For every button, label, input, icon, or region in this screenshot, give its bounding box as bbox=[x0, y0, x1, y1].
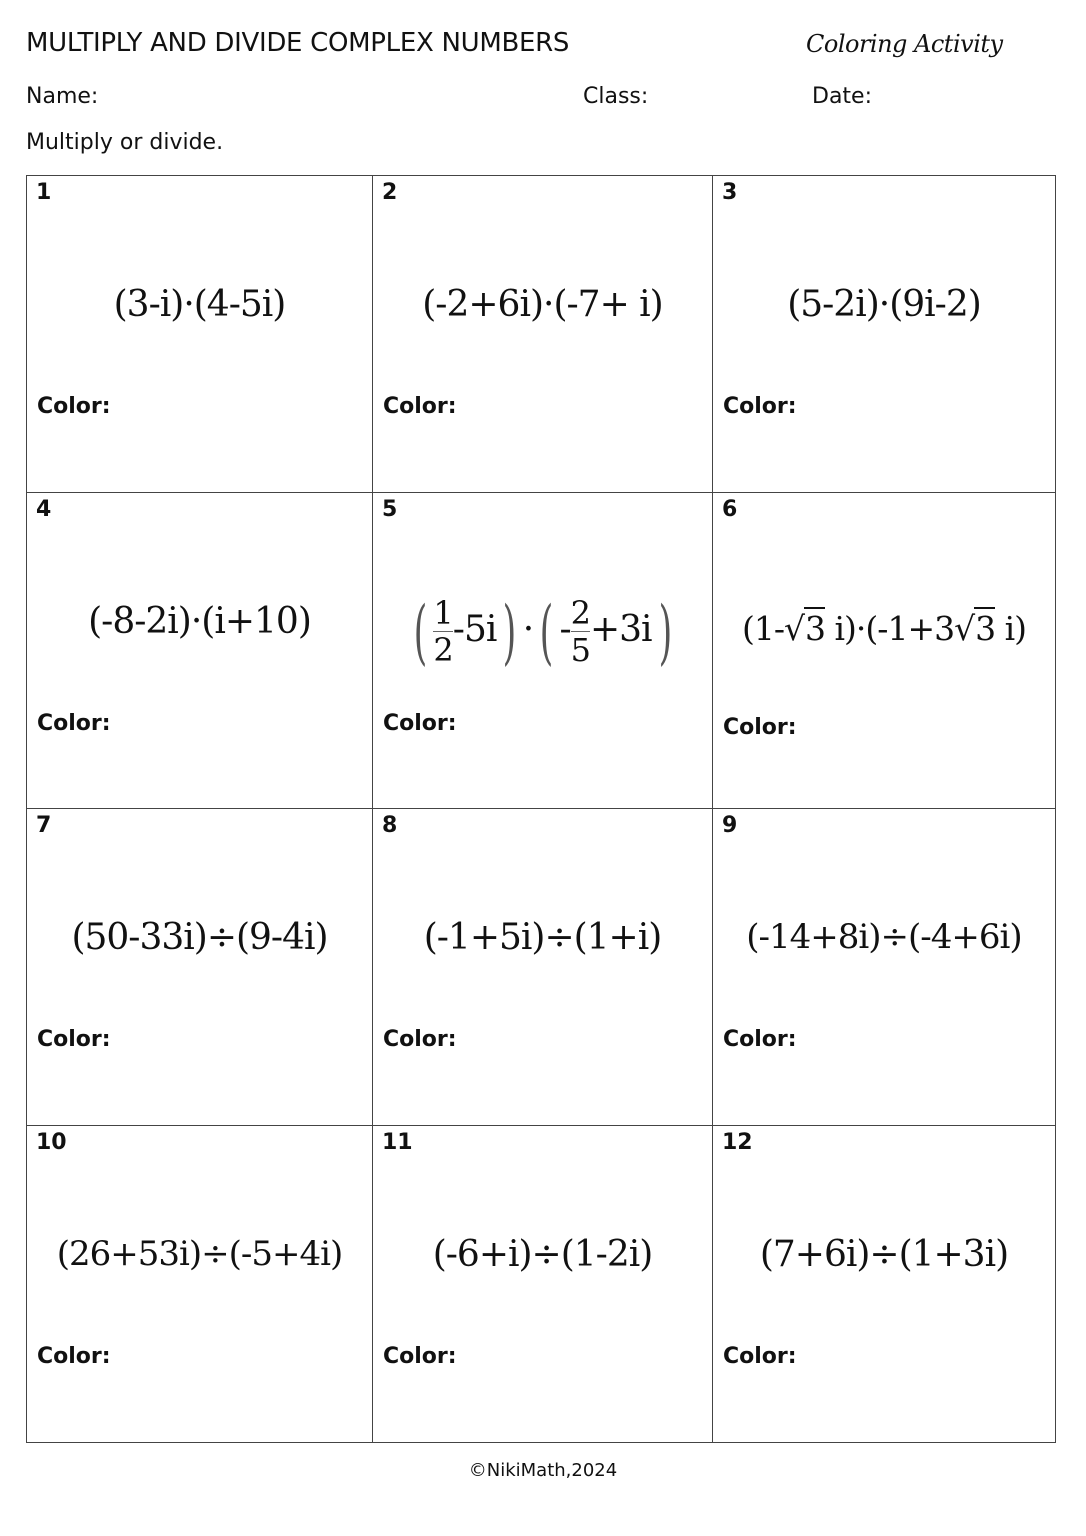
right-paren: ) bbox=[658, 590, 672, 673]
problem-cell bbox=[713, 809, 1055, 1126]
problem-number: 10 bbox=[36, 1129, 67, 1155]
problem-expression: (-8-2i)·(i+10) bbox=[88, 600, 311, 642]
numerator: 1 bbox=[433, 594, 453, 632]
problem-expression: (1-√3 i)·(-1+3√3 i) bbox=[741, 608, 1027, 648]
problem-expression: (7+6i)÷(1+3i) bbox=[759, 1233, 1009, 1275]
problem-number: 2 bbox=[382, 180, 398, 205]
class-field-label: Class: bbox=[583, 84, 649, 109]
color-label: Color: bbox=[723, 1343, 797, 1369]
activity-badge: Coloring Activity bbox=[806, 30, 1003, 58]
problem-expression: (-6+i)÷(1-2i) bbox=[432, 1233, 653, 1275]
problem-expression: (26+53i)÷(-5+4i) bbox=[56, 1233, 343, 1274]
problem-number: 12 bbox=[722, 1129, 753, 1155]
name-field-label: Name: bbox=[26, 84, 99, 109]
sign: - bbox=[559, 608, 571, 650]
multiply-dot: · bbox=[522, 608, 534, 650]
numerator: 2 bbox=[570, 594, 590, 632]
color-label: Color: bbox=[723, 394, 797, 419]
problem-cell bbox=[27, 493, 373, 810]
color-label: Color: bbox=[383, 710, 457, 736]
worksheet-title: MULTIPLY AND DIVIDE COMPLEX NUMBERS bbox=[26, 28, 570, 58]
problem-expression: (5-2i)·(9i-2) bbox=[787, 284, 981, 325]
denominator: 2 bbox=[433, 631, 453, 669]
expr-part: i) bbox=[995, 608, 1027, 648]
problem-expression: (-2+6i)·(-7+ i) bbox=[422, 284, 663, 325]
left-paren: ( bbox=[539, 590, 553, 673]
color-label: Color: bbox=[37, 710, 111, 736]
color-label: Color: bbox=[723, 714, 797, 740]
problem-number: 4 bbox=[36, 496, 52, 522]
color-label: Color: bbox=[37, 394, 111, 419]
problem-cell bbox=[713, 176, 1055, 493]
problem-grid bbox=[26, 175, 1056, 1443]
left-paren: ( bbox=[413, 590, 427, 673]
problem-number: 11 bbox=[382, 1129, 413, 1155]
expr-part: (1- bbox=[741, 608, 784, 648]
instructions: Multiply or divide. bbox=[26, 130, 224, 155]
problem-expression: (-14+8i)÷(-4+6i) bbox=[746, 917, 1022, 957]
fraction bbox=[570, 594, 590, 669]
problem-cell bbox=[713, 493, 1055, 810]
problem-cell bbox=[373, 493, 713, 810]
problem-number: 6 bbox=[722, 496, 738, 522]
radicand: 3 bbox=[805, 608, 826, 648]
color-label: Color: bbox=[37, 1343, 111, 1369]
color-label: Color: bbox=[723, 1027, 797, 1052]
problem-number: 8 bbox=[382, 813, 398, 838]
problem-cell bbox=[373, 176, 713, 493]
color-label: Color: bbox=[37, 1027, 111, 1052]
problem-expression: (50-33i)÷(9-4i) bbox=[71, 917, 328, 958]
expr-part: i)·(-1+3 bbox=[825, 608, 955, 648]
problem-expression bbox=[373, 591, 712, 673]
copyright-footer: ©NikiMath,2024 bbox=[468, 1460, 618, 1481]
color-label: Color: bbox=[383, 1027, 457, 1052]
problem-cell bbox=[373, 1126, 713, 1443]
problem-cell bbox=[27, 809, 373, 1126]
problem-number: 7 bbox=[36, 813, 52, 838]
date-field-label: Date: bbox=[812, 84, 872, 109]
problem-expression: (-1+5i)÷(1+i) bbox=[423, 917, 662, 958]
problem-number: 1 bbox=[36, 180, 52, 205]
problem-number: 3 bbox=[722, 180, 738, 205]
problem-number: 9 bbox=[722, 813, 738, 838]
problem-cell bbox=[27, 176, 373, 493]
term: +3i bbox=[589, 608, 652, 650]
right-paren: ) bbox=[502, 590, 517, 673]
color-label: Color: bbox=[383, 394, 457, 419]
problem-number: 5 bbox=[382, 496, 398, 522]
problem-cell bbox=[373, 809, 713, 1126]
fraction bbox=[433, 594, 453, 669]
problem-expression: (3-i)·(4-5i) bbox=[113, 284, 286, 325]
radicand: 3 bbox=[975, 608, 996, 648]
term: -5i bbox=[452, 608, 497, 650]
color-label: Color: bbox=[383, 1343, 457, 1369]
problem-cell bbox=[713, 1126, 1055, 1443]
problem-cell bbox=[27, 1126, 373, 1443]
denominator: 5 bbox=[570, 631, 590, 669]
